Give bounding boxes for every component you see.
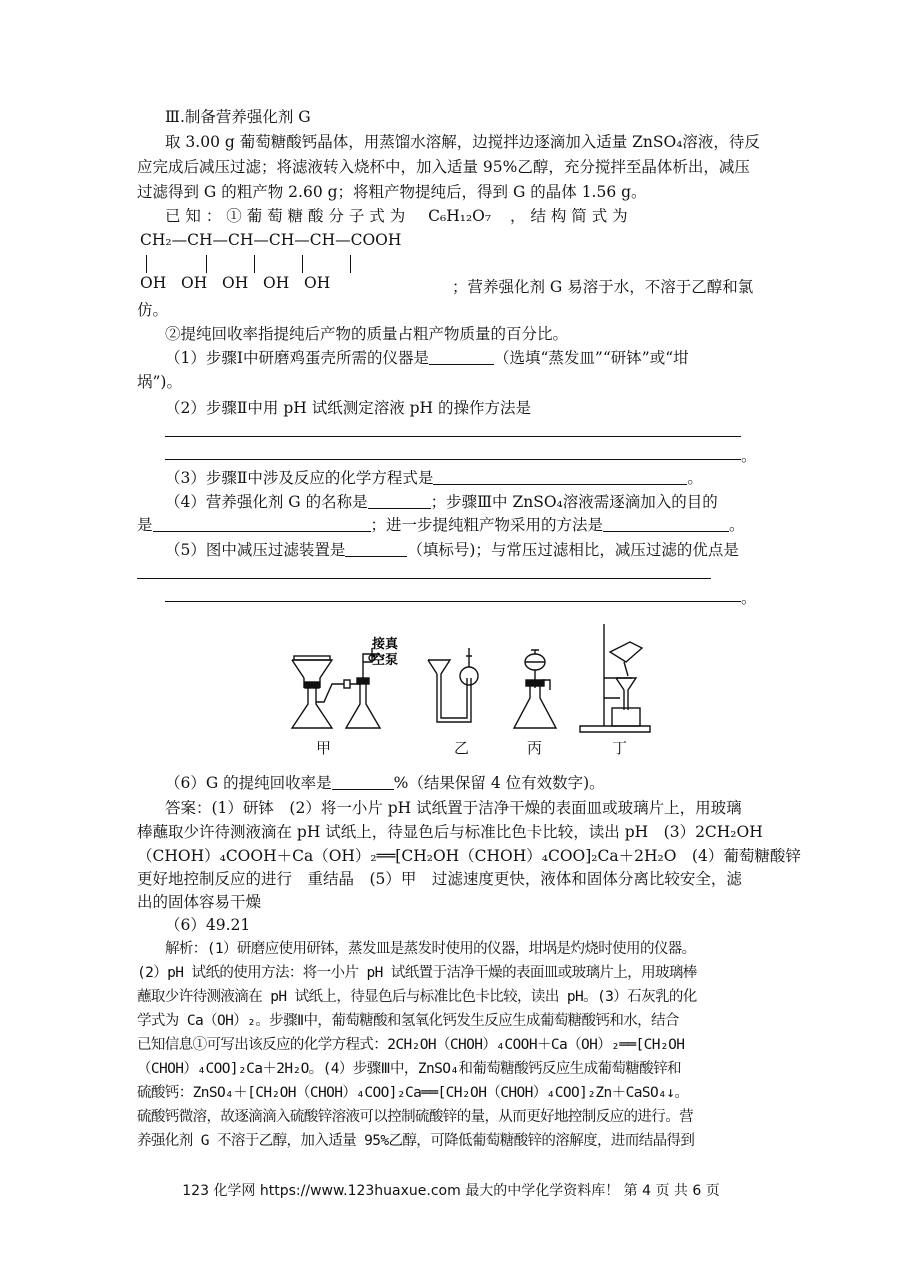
answer-blank[interactable]	[368, 492, 431, 509]
answer-line-text: 出的固体容易干燥	[137, 893, 262, 911]
paragraph-line: 过滤得到 G 的粗产物 2.60 g；将粗产物提纯后，得到 G 的晶体 1.56 g。	[137, 183, 647, 201]
known-line: ②提纯回收率指提纯后产物的质量占粗产物质量的百分比。	[165, 325, 569, 343]
analysis-line: 学式为 Ca（OH）₂。步骤Ⅱ中，葡萄糖酸和氢氧化钙发生反应生成葡萄糖酸钙和水，结合	[137, 1013, 679, 1029]
question-text: 埚”)。	[137, 373, 182, 391]
structure-backbone: CH₂—CH—CH—CH—CH—COOH	[140, 231, 402, 249]
period: 。	[729, 516, 745, 534]
period: 。	[741, 589, 757, 607]
question-3	[165, 466, 795, 490]
figure-label-ding: 丁	[612, 739, 628, 757]
question-text: （6）G 的提纯回收率是	[165, 774, 332, 792]
question-text: （1）步骤Ⅰ中研磨鸡蛋壳所需的仪器是	[165, 349, 429, 367]
answer-line[interactable]	[165, 601, 741, 602]
known-line: ；营养强化剂 G 易溶于水，不溶于乙醇和氯	[452, 278, 754, 296]
bond-line	[146, 255, 147, 273]
question-4-cont	[137, 513, 767, 537]
question-text: （4）营养强化剂 G 的名称是	[165, 493, 368, 511]
known-line: 仿。	[137, 301, 169, 319]
answer-blank[interactable]	[433, 468, 687, 485]
known-text: 已 知 ： ① 葡 萄 糖 酸 分 子 式 为	[165, 207, 406, 225]
question-text: （选填“蒸发皿”“研钵”或“坩	[494, 349, 689, 367]
known-text: ， 结 构 简 式 为	[510, 207, 628, 225]
question-6	[165, 771, 795, 795]
question-text: （填标号)；与常压过滤相比，减压过滤的优点是	[407, 541, 739, 559]
answer-line[interactable]	[137, 578, 711, 579]
answer-line-text: （6）49.21	[165, 916, 251, 934]
answer-line[interactable]	[165, 436, 741, 437]
period: 。	[687, 469, 703, 487]
period: 。	[741, 447, 757, 465]
apparatus-ding-filtration-stand	[580, 624, 650, 732]
answer-blank[interactable]	[332, 773, 394, 790]
question-5	[165, 538, 795, 562]
question-text: ；步骤Ⅲ中 ZnSO₄溶液需逐滴加入的目的	[430, 493, 718, 511]
question-2: （2）步骤Ⅱ中用 pH 试纸测定溶液 pH 的操作方法是	[165, 399, 531, 417]
apparatus-yi-u-tube	[428, 648, 478, 722]
bond-line	[206, 255, 207, 273]
figure-label-bing: 丙	[527, 739, 543, 757]
question-text: （5）图中减压过滤装置是	[165, 541, 346, 559]
bond-line	[302, 255, 303, 273]
analysis-line: 解析：(1）研磨应使用研钵，蒸发皿是蒸发时使用的仪器，坩埚是灼烧时使用的仪器。	[165, 941, 696, 957]
bond-line	[254, 255, 255, 273]
answer-blank[interactable]	[345, 540, 407, 557]
known-line	[165, 204, 795, 228]
filtration-apparatus-figure	[280, 618, 660, 758]
question-1	[165, 346, 795, 370]
analysis-line: (2）pH 试纸的使用方法：将一小片 pH 试纸置于洁净干燥的表面皿或玻璃片上，用玻璃棒	[137, 965, 697, 981]
analysis-line: 蘸取少许待测液滴在 pH 试纸上，待显色后与标准比色卡比较，读出 pH。(3）石灰乳的化	[137, 989, 697, 1005]
structure-oh-groups: OH OH OH OH OH	[140, 274, 331, 292]
bond-line	[350, 255, 351, 273]
paragraph-line: 取 3.00 g 葡萄糖酸钙晶体，用蒸馏水溶解，边搅拌边逐滴加入适量 ZnSO₄溶液，待反	[165, 133, 760, 151]
answer-blank[interactable]	[429, 348, 494, 365]
analysis-line: 已知信息①可写出该反应的化学方程式：2CH₂OH（CHOH）₄COOH＋Ca（OH）₂══[CH₂OH	[137, 1037, 685, 1053]
analysis-line: 硫酸钙：ZnSO₄＋[CH₂OH（CHOH）₄COO]₂Ca══[CH₂OH（CHOH）₄COO]₂Zn＋CaSO₄↓。	[137, 1085, 689, 1101]
question-text: ；进一步提纯粗产物采用的方法是	[370, 516, 604, 534]
section-title: Ⅲ.制备营养强化剂 G	[165, 108, 311, 126]
pump-label: 空泵	[372, 653, 399, 668]
question-text: （3）步骤Ⅱ中涉及反应的化学方程式是	[165, 469, 434, 487]
apparatus-bing-separatory-funnel	[514, 650, 556, 728]
answer-line-text: （CHOH）₄COOH＋Ca（OH）₂══[CH₂OH（CHOH）₄COO]₂Ca＋2H₂O (4）葡萄糖酸锌	[137, 847, 801, 865]
pump-label: 接真	[372, 637, 399, 652]
analysis-line: 硫酸钙微溶，故逐滴滴入硫酸锌溶液可以控制硫酸锌的量，从而更好地控制反应的进行。营	[137, 1109, 693, 1125]
question-text: %（结果保留 4 位有效数字)。	[393, 774, 605, 792]
paragraph-line: 应完成后减压过滤；将滤液转入烧杯中，加入适量 95%乙醇，充分搅拌至晶体析出，减压	[137, 158, 750, 176]
answer-line-text: 更好地控制反应的进行 重结晶 (5）甲 过滤速度更快，液体和固体分离比较安全，滤	[137, 870, 742, 888]
question-text: 是	[137, 516, 153, 534]
answer-line-text: 棒蘸取少许待测液滴在 pH 试纸上，待显色后与标准比色卡比较，读出 pH (3）2CH₂OH	[137, 823, 763, 841]
figure-label-jia: 甲	[316, 739, 332, 757]
apparatus-jia-suction-flask	[292, 648, 380, 728]
answer-blank[interactable]	[153, 515, 371, 532]
known-formula: C₆H₁₂O₇	[428, 207, 492, 225]
analysis-line: 养强化剂 G 不溶于乙醇，加入适量 95%乙醇，可降低葡萄糖酸锌的溶解度，进而结晶得到	[137, 1133, 695, 1149]
page-footer: 123 化学网 https://www.123huaxue.com 最大的中学化学资料库！ 第 4 页 共 6 页	[182, 1183, 720, 1199]
question-4	[165, 490, 795, 514]
answer-line-text: 答案：(1）研钵 (2）将一小片 pH 试纸置于洁净干燥的表面皿或玻璃片上，用玻璃	[165, 799, 742, 817]
figure-label-yi: 乙	[454, 739, 470, 757]
answer-line[interactable]	[165, 459, 741, 460]
analysis-line: （CHOH）₄COO]₂Ca＋2H₂O。(4）步骤Ⅲ中，ZnSO₄和葡萄糖酸钙反应生成葡萄糖酸锌和	[137, 1061, 681, 1077]
answer-blank[interactable]	[603, 515, 729, 532]
